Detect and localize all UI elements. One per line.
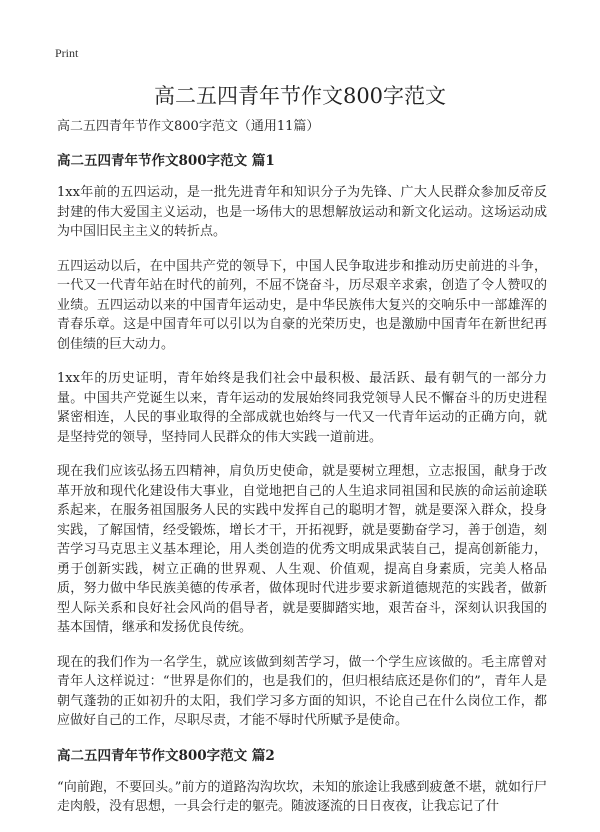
document-subtitle: 高二五四青年节作文800字范文（通用11篇） [57, 119, 320, 134]
paragraph: 五四运动以后，在中国共产党的领导下，中国人民争取进步和推动历史前进的斗争，一代又一代青年站在时代的前列，不屈不饶奋斗，历尽艰辛求索，创造了令人赞叹的业绩。五四运动以来的中国青年运动史，是中华民族伟大复兴的交响乐中一部雄浑的青春乐章。这是中国青年可以引以为自豪的光荣历史，也是激励中国青年在新世纪再创佳绩的巨大动力。 [57, 258, 547, 352]
print-label: Print [55, 46, 79, 60]
paragraph: 现在我们应该弘扬五四精神，肩负历史使命，就是要树立理想，立志报国，献身于改革开放和现代化建设伟大事业，自觉地把自己的人生追求同祖国和民族的命运前途联系起来，在服务祖国服务人民的实践中发挥自己的聪明才智，就是要深入群众，投身实践，了解国情，经受锻炼，增长才干，开拓视野，就是要勤奋学习，善于创造，刻苦学习马克思主义基本理论，用人类创造的优秀文明成果武装自己，提高创新能力，勇于创新实践，树立正确的世界观、人生观、价值观，提高自身素质，完美人格品质，努力做中华民族美德的传承者，做体现时代进步要求新道德规范的实践者，做新型人际关系和良好社会风尚的倡导者，就是要脚踏实地，艰苦奋斗，深刻认识我国的基本国情，继承和发扬优良传统。 [57, 464, 547, 635]
section-heading-2: 高二五四青年节作文800字范文 篇2 [57, 747, 275, 764]
section-heading-1: 高二五四青年节作文800字范文 篇1 [57, 153, 275, 169]
page-title: 高二五四青年节作文800字范文 [153, 84, 447, 108]
paragraph: 1xx年前的五四运动，是一批先进青年和知识分子为先锋、广大人民群众参加反帝反封建的伟大爱国主义运动，也是一场伟大的思想解放运动和新文化运动。这场运动成为中国旧民主主义的转折点。 [57, 185, 547, 239]
paragraph: 现在的我们作为一名学生，就应该做到刻苦学习，做一个学生应该做的。毛主席曾对青年人这样说过：“世界是你们的，也是我们的，但归根结底还是你们的”，青年人是朝气蓬勃的正如初升的太阳，我们学习多方面的知识，不论自己在什么岗位工作，都应做好自己的工作，尽职尽责，才能不辱时代所赋予是使命。 [57, 654, 547, 728]
paragraph: “向前跑，不要回头。”前方的道路沟沟坎坎，未知的旅途让我感到疲惫不堪，就如行尸走肉般，没有思想，一具会行走的躯壳。随波逐流的日日夜夜，让我忘记了什 [57, 779, 547, 814]
paragraph: 1xx年的历史证明，青年始终是我们社会中最积极、最活跃、最有朝气的一部分力量。中国共产党诞生以来，青年运动的发展始终同我党领导人民不懈奋斗的历史进程紧密相连，人民的事业取得的全部成就也始终与一代又一代青年运动的正确方向，就是坚持党的领导，坚持同人民群众的伟大实践一道前进。 [57, 371, 547, 445]
document-body [57, 117, 547, 832]
